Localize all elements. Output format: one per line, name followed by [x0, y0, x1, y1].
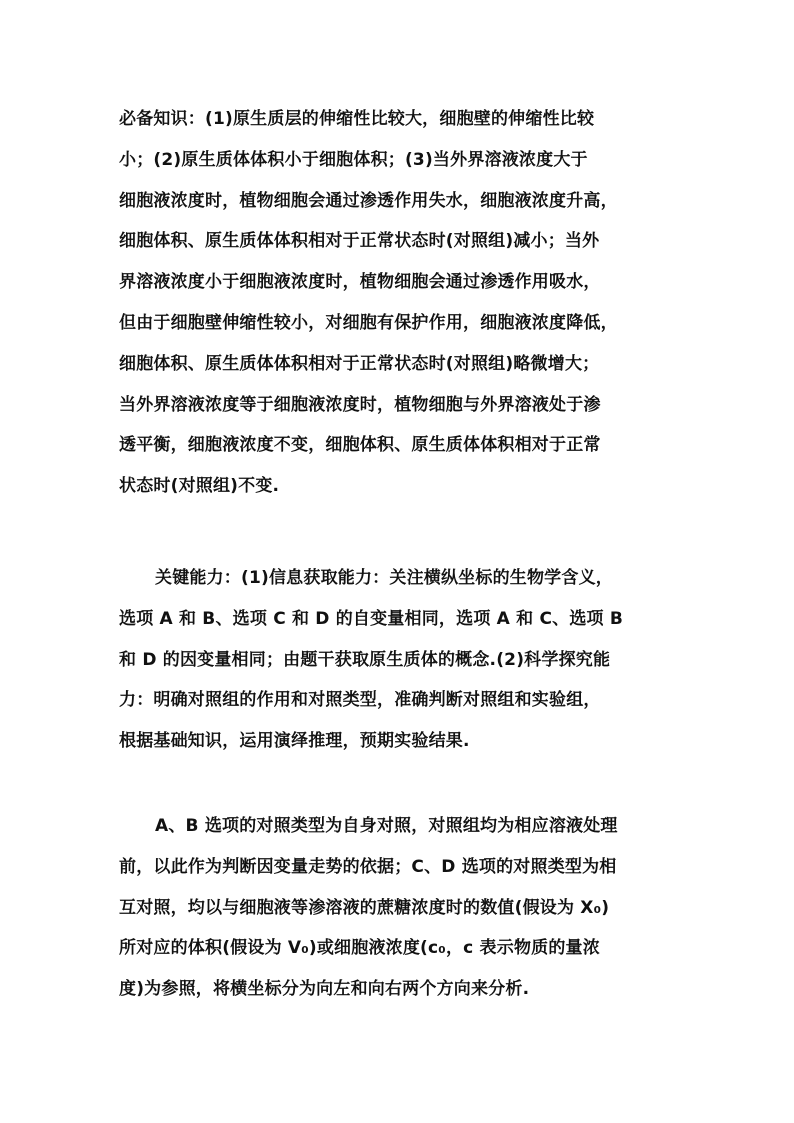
paragraph-required-knowledge	[119, 99, 679, 507]
text-line: 透平衡，细胞液浓度不变，细胞体积、原生质体体积相对于正常	[119, 435, 601, 456]
text-line: 力：明确对照组的作用和对照类型，准确判断对照组和实验组，	[119, 690, 601, 711]
text-line: 关键能力：(1)信息获取能力：关注横纵坐标的生物学含义，	[155, 568, 613, 588]
text-line: 细胞液浓度时，植物细胞会通过渗透作用失水，细胞液浓度升高，	[119, 190, 618, 211]
text-line: 细胞体积、原生质体体积相对于正常状态时(对照组)略微增大；	[119, 353, 600, 374]
paragraph-control-analysis	[119, 806, 679, 1010]
text-line: 必备知识：(1)原生质层的伸缩性比较大，细胞壁的伸缩性比较	[119, 109, 595, 129]
text-line: 界溶液浓度小于细胞液浓度时，植物细胞会通过渗透作用吸水，	[119, 272, 601, 293]
paragraph-key-abilities	[119, 558, 679, 762]
text-line: 小；(2)原生质体体积小于细胞体积；(3)当外界溶液浓度大于	[119, 149, 588, 170]
text-line: 度)为参照，将横坐标分为向左和向右两个方向来分析.	[119, 979, 530, 1000]
text-line: 当外界溶液浓度等于细胞液浓度时，植物细胞与外界溶液处于渗	[119, 394, 601, 415]
text-line: 但由于细胞壁伸缩性较小，对细胞有保护作用，细胞液浓度降低，	[119, 312, 618, 333]
text-line: 状态时(对照组)不变.	[119, 476, 280, 497]
text-line: 根据基础知识，运用演绎推理，预期实验结果.	[119, 731, 470, 752]
text-line: 前，以此作为判断因变量走势的依据；C、D 选项的对照类型为相	[119, 856, 617, 877]
text-line: A、B 选项的对照类型为自身对照，对照组均为相应溶液处理	[155, 816, 618, 836]
text-line: 所对应的体积(假设为 V₀)或细胞液浓度(c₀，c 表示物质的量浓	[119, 938, 600, 959]
text-line: 细胞体积、原生质体体积相对于正常状态时(对照组)减小；当外	[119, 231, 600, 252]
text-line: 和 D 的因变量相同；由题干获取原生质体的概念.(2)科学探究能	[119, 649, 611, 670]
text-line: 选项 A 和 B、选项 C 和 D 的自变量相同，选项 A 和 C、选项 B	[119, 608, 623, 629]
text-line: 互对照，均以与细胞液等渗溶液的蔗糖浓度时的数值(假设为 X₀)	[119, 897, 610, 918]
